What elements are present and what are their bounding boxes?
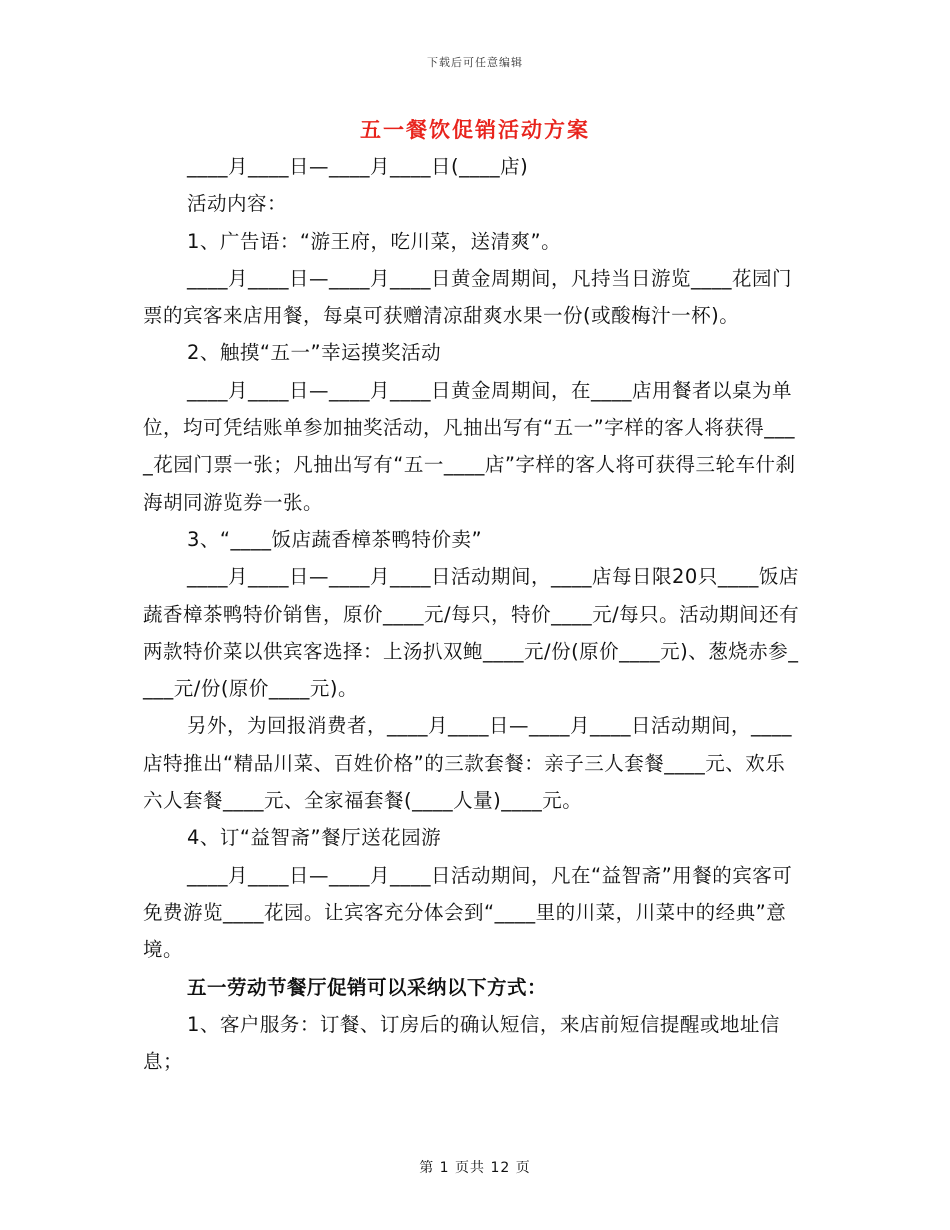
section-4-heading: 4、订“益智斋”餐厅送花园游 xyxy=(187,826,442,850)
page-number: 第 1 页共 12 页 xyxy=(419,1160,531,1176)
activity-content-label: 活动内容： xyxy=(187,192,288,216)
section-3-heading: 3、“____饭店蔬香樟茶鸭特价卖” xyxy=(187,527,483,551)
section-3-body: ____月____日—____月____日活动期间，____店每日限20只____饭店蔬香樟茶鸭特价销售，原价____元/每只，特价____元/每只。活动期间还有两款特价菜以供宾客选择：上汤扒双鲍____元/份(原价____元)、葱烧赤参____元/份(原价____元)。 xyxy=(143,565,800,701)
date-store-line: ____月____日—____月____日(____店) xyxy=(187,155,529,178)
section-3-extra: 另外，为回报消费者，____月____日—____月____日活动期间，____店特推出“精品川菜、百姓价格”的三款套餐：亲子三人套餐____元、欢乐六人套餐____元、全家福套餐(____人量)____元。 xyxy=(143,714,793,813)
document-title: 五一餐饮促销活动方案 xyxy=(360,118,590,142)
section-1-body: ____月____日—____月____日黄金周期间，凡持当日游览____花园门票的宾客来店用餐，每桌可获赠清凉甜爽水果一份(或酸梅汁一杯)。 xyxy=(143,266,793,328)
document-body xyxy=(143,148,803,1080)
section-4-body: ____月____日—____月____日活动期间，凡在“益智斋”用餐的宾客可免费游览____花园。让宾客充分体会到“____里的川菜，川菜中的经典”意境。 xyxy=(143,863,793,962)
section-2-heading: 2、触摸“五一”幸运摸奖活动 xyxy=(187,341,442,365)
promotion-methods-heading: 五一劳动节餐厅促销可以采纳以下方式： xyxy=(187,975,548,999)
section-1-heading: 1、广告语：“游王府，吃川菜，送清爽”。 xyxy=(187,229,562,253)
section-2-body: ____月____日—____月____日黄金周期间，在____店用餐者以桌为单位，均可凭结账单参加抽奖活动，凡抽出写有“五一”字样的客人将获得____花园门票一张；凡抽出写有“五一____店”字样的客人将可获得三轮车什刹海胡同游览券一张。 xyxy=(143,378,796,514)
header-note: 下载后可任意编辑 xyxy=(427,56,523,69)
customer-service-item: 1、客户服务：订餐、订房后的确认短信，来店前短信提醒或地址信息； xyxy=(143,1012,780,1074)
